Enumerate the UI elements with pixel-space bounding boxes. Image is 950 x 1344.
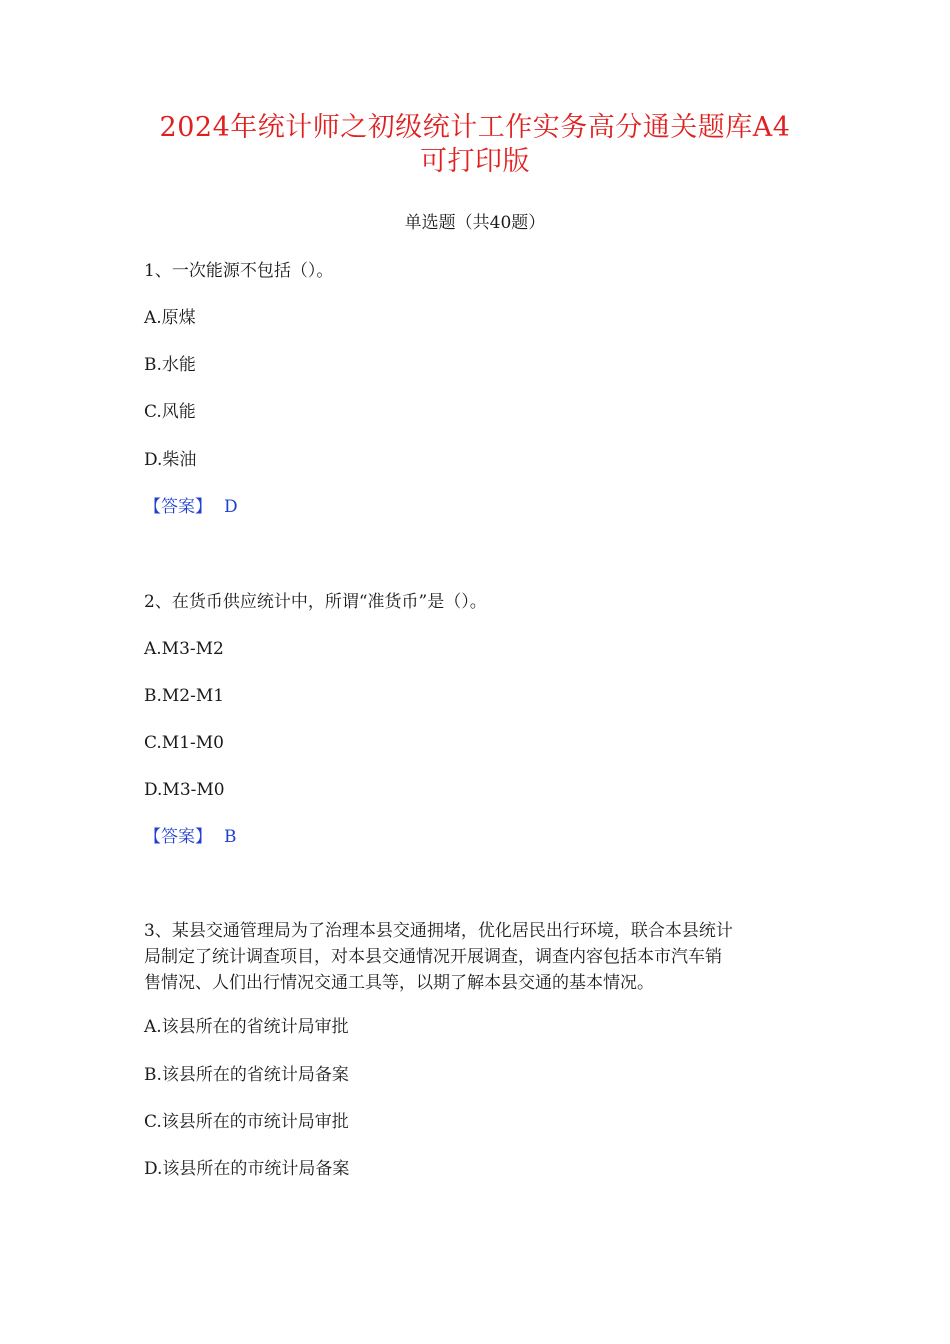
question-2-stem: 2、在货币供应统计中，所谓“准货币”是（）。	[144, 592, 487, 612]
question-1-answer	[144, 494, 238, 520]
question-1-stem: 1、一次能源不包括（）。	[144, 261, 334, 281]
question-2-answer	[144, 824, 237, 850]
question-1-option-a: A.原煤	[144, 308, 196, 328]
question-1-option-c: C.风能	[144, 402, 196, 422]
question-3-option-b: B.该县所在的省统计局备案	[144, 1065, 349, 1085]
answer-label: 【答案】	[144, 497, 212, 517]
answer-value: B	[224, 827, 237, 847]
question-3-option-c: C.该县所在的市统计局审批	[144, 1112, 349, 1132]
question-3-stem-line: 局制定了统计调查项目，对本县交通情况开展调查，调查内容包括本市汽车销	[144, 947, 722, 967]
document-title-line-1: 2024年统计师之初级统计工作实务高分通关题库A4	[159, 112, 791, 143]
question-1-option-d: D.柴油	[144, 450, 197, 470]
document-title-line-2: 可打印版	[420, 146, 530, 177]
question-3-stem-line: 3、某县交通管理局为了治理本县交通拥堵，优化居民出行环境，联合本县统计	[144, 921, 733, 941]
question-2-option-d: D.M3-M0	[144, 780, 225, 800]
section-heading: 单选题（共40题）	[404, 213, 546, 233]
question-2-option-b: B.M2-M1	[144, 686, 225, 706]
question-3-stem-line: 售情况、人们出行情况交通工具等，以期了解本县交通的基本情况。	[144, 973, 654, 993]
question-3-option-a: A.该县所在的省统计局审批	[144, 1017, 349, 1037]
question-1-option-b: B.水能	[144, 355, 196, 375]
question-2-option-c: C.M1-M0	[144, 733, 224, 753]
question-3-option-d: D.该县所在的市统计局备案	[144, 1159, 350, 1179]
question-2-option-a: A.M3-M2	[144, 639, 224, 659]
question-3-stem	[144, 918, 814, 996]
answer-label: 【答案】	[144, 827, 212, 847]
answer-value: D	[224, 497, 238, 517]
